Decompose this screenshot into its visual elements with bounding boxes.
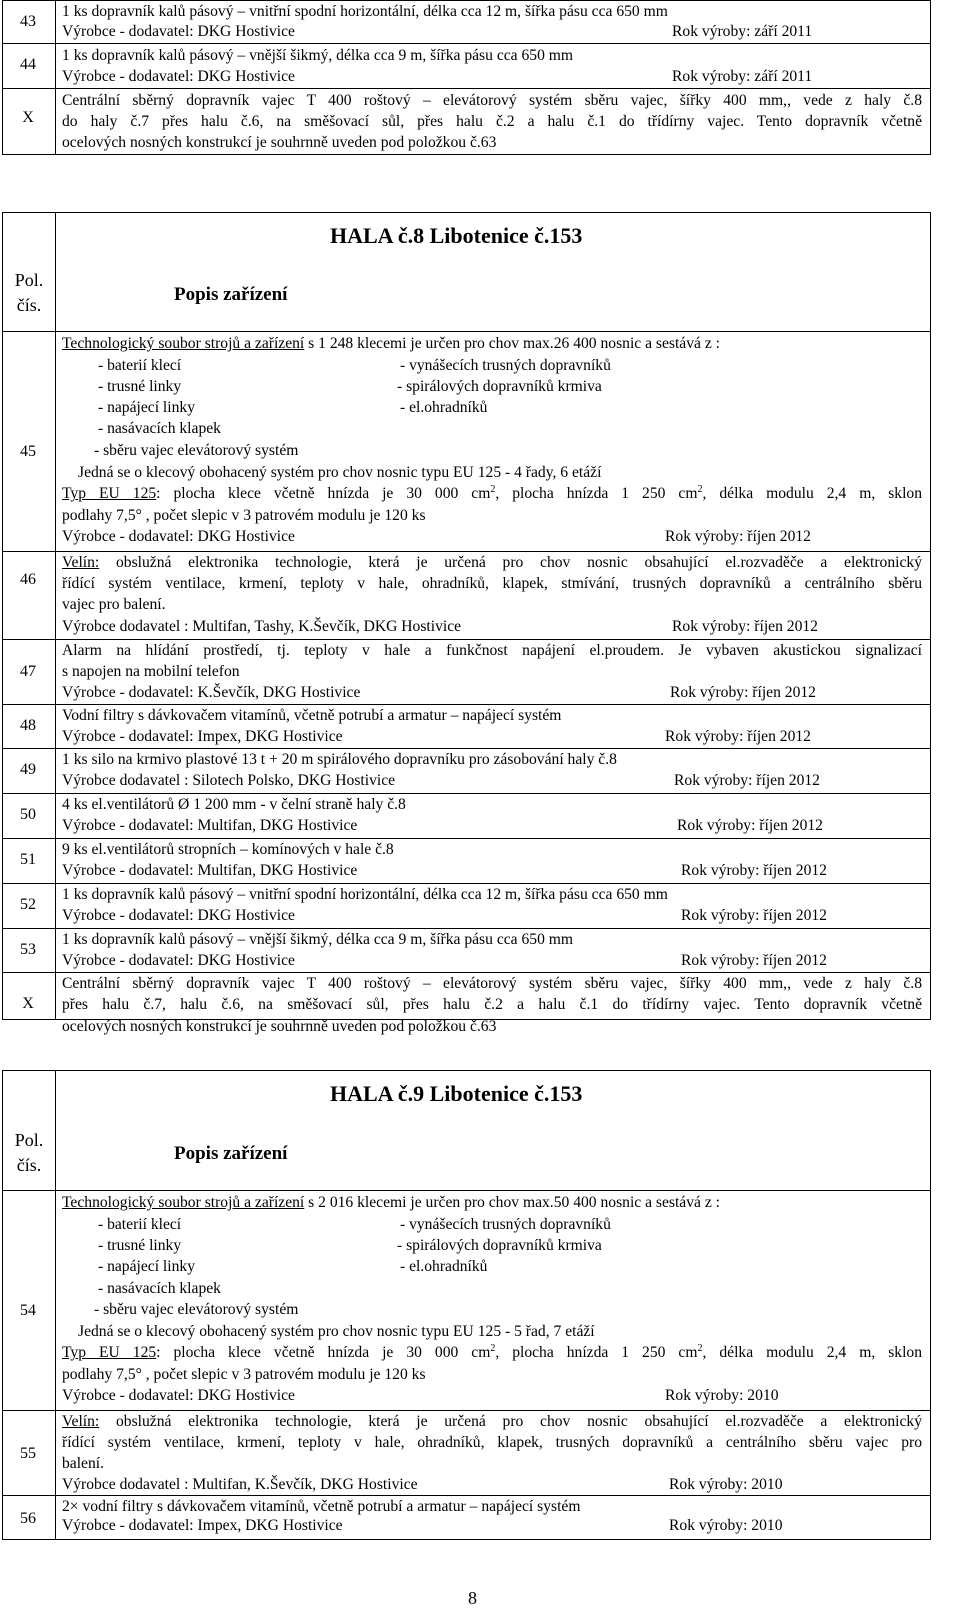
- velin-text: obslužná elektronika technologie, která je určená pro chov nosnic obsahující el.rozvaděče a elektronický: [99, 1413, 922, 1430]
- item-description: Vodní filtry s dávkovačem vitamínů, včetně potrubí a armatur – napájecí systém: [62, 707, 562, 724]
- item-producer: Výrobce dodavatel : Silotech Polsko, DKG Hostivice: [62, 772, 396, 789]
- intro-rest: s 2 016 klecemi je určen pro chov max.50 400 nosnic a sestává z :: [304, 1194, 720, 1211]
- popis-header: Popis zařízení: [174, 1143, 288, 1164]
- item-number: 49: [20, 761, 36, 778]
- item-producer: Výrobce - dodavatel: Impex, DKG Hostivice: [62, 1517, 343, 1534]
- list-item: - nasávacích klapek: [98, 420, 221, 437]
- item-description: Centrální sběrný dopravník vajec T 400 roštový – elevátorový systém sběru vajec, šířky 400 mm,, vede z haly č.8: [62, 975, 922, 992]
- intro-underlined: Technologický soubor strojů a zařízení: [62, 1194, 305, 1211]
- row-divider: [2, 793, 931, 794]
- typ-underlined: Typ EU 125: [62, 485, 157, 502]
- item-description: ocelových nosných konstrukcí je souhrnně uveden pod položkou č.63: [62, 134, 497, 151]
- item-number: 53: [20, 941, 36, 958]
- item-year: Rok výroby: říjen 2012: [665, 728, 811, 745]
- item-producer: Výrobce - dodavatel: DKG Hostivice: [62, 952, 295, 969]
- item-number: 51: [20, 851, 36, 868]
- item-producer: Výrobce - dodavatel: DKG Hostivice: [62, 68, 295, 85]
- item-description: s napojen na mobilní telefon: [62, 663, 240, 680]
- item-producer: Výrobce - dodavatel: K.Ševčík, DKG Hostivice: [62, 684, 361, 701]
- typ-text: : plocha klece včetně hnízda je 30 000 cm: [156, 1344, 491, 1361]
- item-year: Rok výroby: říjen 2012: [681, 952, 827, 969]
- item-description: ocelových nosných konstrukcí je souhrnně uveden pod položkou č.63: [62, 1018, 497, 1035]
- item-producer: Výrobce - dodavatel: Impex, DKG Hostivice: [62, 728, 343, 745]
- item-description: 1 ks dopravník kalů pásový – vnitřní spodní horizontální, délka cca 12 m, šířka pásu cca 650 mm: [62, 886, 668, 903]
- row-divider: [2, 883, 931, 884]
- row-divider: [2, 1410, 931, 1411]
- hala9-title: HALA č.9 Libotenice č.153: [330, 1081, 583, 1106]
- item-description: 9 ks el.ventilátorů stropních – komínových v hale č.8: [62, 841, 394, 858]
- item-producer: Výrobce - dodavatel: DKG Hostivice: [62, 23, 295, 40]
- list-item: - baterií klecí: [98, 357, 182, 374]
- item-description: 1 ks dopravník kalů pásový – vnější šikmý, délka cca 9 m, šířka pásu cca 650 mm: [62, 931, 574, 948]
- item-description: 1 ks silo na krmivo plastové 13 t + 20 m spirálového dopravníku pro zásobování haly č.8: [62, 751, 617, 768]
- podlahy-text: podlahy 7,5° , počet slepic v 3 patrovém modulu je 120 ks: [62, 507, 426, 524]
- sup: 2: [697, 483, 703, 495]
- hala9-column-divider: [55, 1070, 56, 1540]
- item-number: 47: [20, 663, 36, 680]
- podlahy-text: podlahy 7,5° , počet slepic v 3 patrovém modulu je 120 ks: [62, 1366, 426, 1383]
- item-number: 54: [20, 1302, 36, 1319]
- item-description: do haly č.7 přes halu č.6, na směšovací sůl, přes halu č.2 a halu č.1 do třídírny vajec. Tento dopravník včetně: [62, 113, 922, 130]
- item-producer: Výrobce - dodavatel: DKG Hostivice: [62, 528, 295, 545]
- list-item: - el.ohradníků: [400, 1258, 488, 1275]
- list-item: - vynášecích trusných dopravníků: [400, 357, 611, 374]
- item-producer: Výrobce - dodavatel: DKG Hostivice: [62, 907, 295, 924]
- typ-text: , plocha hnízda 1 250 cm: [495, 1344, 698, 1361]
- item-number: 56: [20, 1510, 36, 1527]
- item-description: balení.: [62, 1455, 104, 1472]
- item-description: 2× vodní filtry s dávkovačem vitamínů, včetně potrubí a armatur – napájecí systém: [62, 1498, 581, 1515]
- item-producer: Výrobce dodavatel : Multifan, K.Ševčík, DKG Hostivice: [62, 1476, 418, 1493]
- row-divider: [2, 748, 931, 749]
- pol-label: Pol.: [14, 1130, 44, 1150]
- item-producer: Výrobce - dodavatel: DKG Hostivice: [62, 1387, 295, 1404]
- row-divider: [2, 639, 931, 640]
- item-year: Rok výroby: září 2011: [672, 68, 813, 85]
- sup: 2: [697, 1342, 703, 1354]
- item-description: Centrální sběrný dopravník vajec T 400 roštový – elevátorový systém sběru vajec, šířky 400 mm,, vede z haly č.8: [62, 92, 922, 109]
- top-table-column-divider: [55, 0, 56, 155]
- velin-underlined: Velín:: [62, 1413, 100, 1430]
- item-number: X: [22, 109, 34, 126]
- hala8-header-divider: [2, 331, 931, 332]
- item-description: řídící systém ventilace, krmení, teploty v hale, ohradníků, klapek, stmívání, trusných dopravníků a centrálního sběru: [62, 575, 922, 592]
- item-description: přes halu č.7, halu č.6, na směšovací sůl, přes halu č.2 a halu č.1 do třídírny vajec. Tento dopravník včetně: [62, 996, 922, 1013]
- typ-text: , délka modulu 2,4 m, sklon: [702, 485, 922, 502]
- list-item: - el.ohradníků: [400, 399, 488, 416]
- row-divider: [2, 972, 931, 973]
- item-description: Alarm na hlídání prostředí, tj. teploty v hale a funkčnost napájení el.proudem. Je vybaven akustickou signalizací: [62, 642, 922, 659]
- item-description: 1 ks dopravník kalů pásový – vnitřní spodní horizontální, délka cca 12 m, šířka pásu cca 650 mm: [62, 3, 668, 20]
- list-item: - napájecí linky: [98, 1258, 195, 1275]
- item-description: 4 ks el.ventilátorů Ø 1 200 mm - v čelní straně haly č.8: [62, 796, 406, 813]
- item-year: Rok výroby: říjen 2012: [681, 862, 827, 879]
- row-divider: [2, 88, 931, 89]
- list-item: - trusné linky: [98, 378, 182, 395]
- page-number: 8: [468, 1588, 477, 1608]
- item-description: vajec pro balení.: [62, 596, 166, 613]
- hala9-header-divider: [2, 1190, 931, 1191]
- item-year: Rok výroby: říjen 2012: [681, 907, 827, 924]
- cis-label: čís.: [16, 1155, 42, 1175]
- item-year: Rok výroby: říjen 2012: [665, 528, 811, 545]
- list-item: - spirálových dopravníků krmiva: [397, 1237, 602, 1254]
- list-item: - sběru vajec elevátorový systém: [94, 442, 299, 459]
- list-item: - napájecí linky: [98, 399, 195, 416]
- item-number: 43: [20, 13, 36, 30]
- popis-header: Popis zařízení: [174, 284, 288, 305]
- item-year: Rok výroby: 2010: [669, 1476, 783, 1493]
- item-producer: Výrobce - dodavatel: Multifan, DKG Hostivice: [62, 817, 358, 834]
- list-item: - nasávacích klapek: [98, 1280, 221, 1297]
- item-number: 45: [20, 443, 36, 460]
- item-description: řídící systém ventilace, krmení, teploty v hale, ohradníků, klapek, trusných dopravníků a centrálního sběru vajec pro: [62, 1434, 922, 1451]
- list-item: - spirálových dopravníků krmiva: [397, 378, 602, 395]
- system-description: Jedná se o klecový obohacený systém pro chov nosnic typu EU 125 - 4 řady, 6 etáží: [78, 464, 602, 481]
- row-divider: [2, 43, 931, 44]
- item-number: 48: [20, 717, 36, 734]
- item-year: Rok výroby: říjen 2012: [670, 684, 816, 701]
- row-divider: [2, 551, 931, 552]
- item-year: Rok výroby: 2010: [669, 1517, 783, 1534]
- intro-underlined: Technologický soubor strojů a zařízení: [62, 335, 305, 352]
- row-divider: [2, 838, 931, 839]
- item-description: [62, 1412, 922, 1432]
- typ-description: [62, 484, 922, 504]
- pol-label: Pol.: [14, 270, 44, 290]
- system-description: Jedná se o klecový obohacený systém pro chov nosnic typu EU 125 - 5 řad, 7 etáží: [78, 1323, 595, 1340]
- list-item: - trusné linky: [98, 1237, 182, 1254]
- intro-rest: s 1 248 klecemi je určen pro chov max.26 400 nosnic a sestává z :: [304, 335, 720, 352]
- item-intro: [62, 1193, 720, 1213]
- row-divider: [2, 928, 931, 929]
- list-item: - sběru vajec elevátorový systém: [94, 1301, 299, 1318]
- item-year: Rok výroby: 2010: [665, 1387, 779, 1404]
- row-divider: [2, 704, 931, 705]
- item-description: [62, 553, 922, 573]
- item-producer: Výrobce dodavatel : Multifan, Tashy, K.Ševčík, DKG Hostivice: [62, 618, 462, 635]
- item-year: Rok výroby: září 2011: [672, 23, 813, 40]
- list-item: - vynášecích trusných dopravníků: [400, 1216, 611, 1233]
- row-divider: [2, 1495, 931, 1496]
- velin-underlined: Velín:: [62, 554, 100, 571]
- sup: 2: [490, 483, 496, 495]
- typ-description: [62, 1343, 922, 1363]
- item-year: Rok výroby: říjen 2012: [674, 772, 820, 789]
- item-description: 1 ks dopravník kalů pásový – vnější šikmý, délka cca 9 m, šířka pásu cca 650 mm: [62, 47, 574, 64]
- item-number: 46: [20, 571, 36, 588]
- item-number: 55: [20, 1445, 36, 1462]
- typ-underlined: Typ EU 125: [62, 1344, 157, 1361]
- typ-text: , plocha hnízda 1 250 cm: [495, 485, 698, 502]
- sup: 2: [490, 1342, 496, 1354]
- item-year: Rok výroby: říjen 2012: [677, 817, 823, 834]
- item-number: X: [22, 995, 34, 1012]
- hala8-column-divider: [55, 212, 56, 1020]
- cis-label: čís.: [16, 295, 42, 315]
- item-number: 50: [20, 806, 36, 823]
- typ-text: , délka modulu 2,4 m, sklon: [702, 1344, 922, 1361]
- velin-text: obslužná elektronika technologie, která je určená pro chov nosnic obsahující el.rozvaděče a elektronický: [99, 554, 922, 571]
- item-number: 52: [20, 896, 36, 913]
- item-number: 44: [20, 56, 36, 73]
- list-item: - baterií klecí: [98, 1216, 182, 1233]
- typ-text: : plocha klece včetně hnízda je 30 000 cm: [156, 485, 491, 502]
- item-year: Rok výroby: říjen 2012: [672, 618, 818, 635]
- item-intro: [62, 334, 720, 354]
- hala8-title: HALA č.8 Libotenice č.153: [330, 223, 583, 248]
- item-producer: Výrobce - dodavatel: Multifan, DKG Hostivice: [62, 862, 358, 879]
